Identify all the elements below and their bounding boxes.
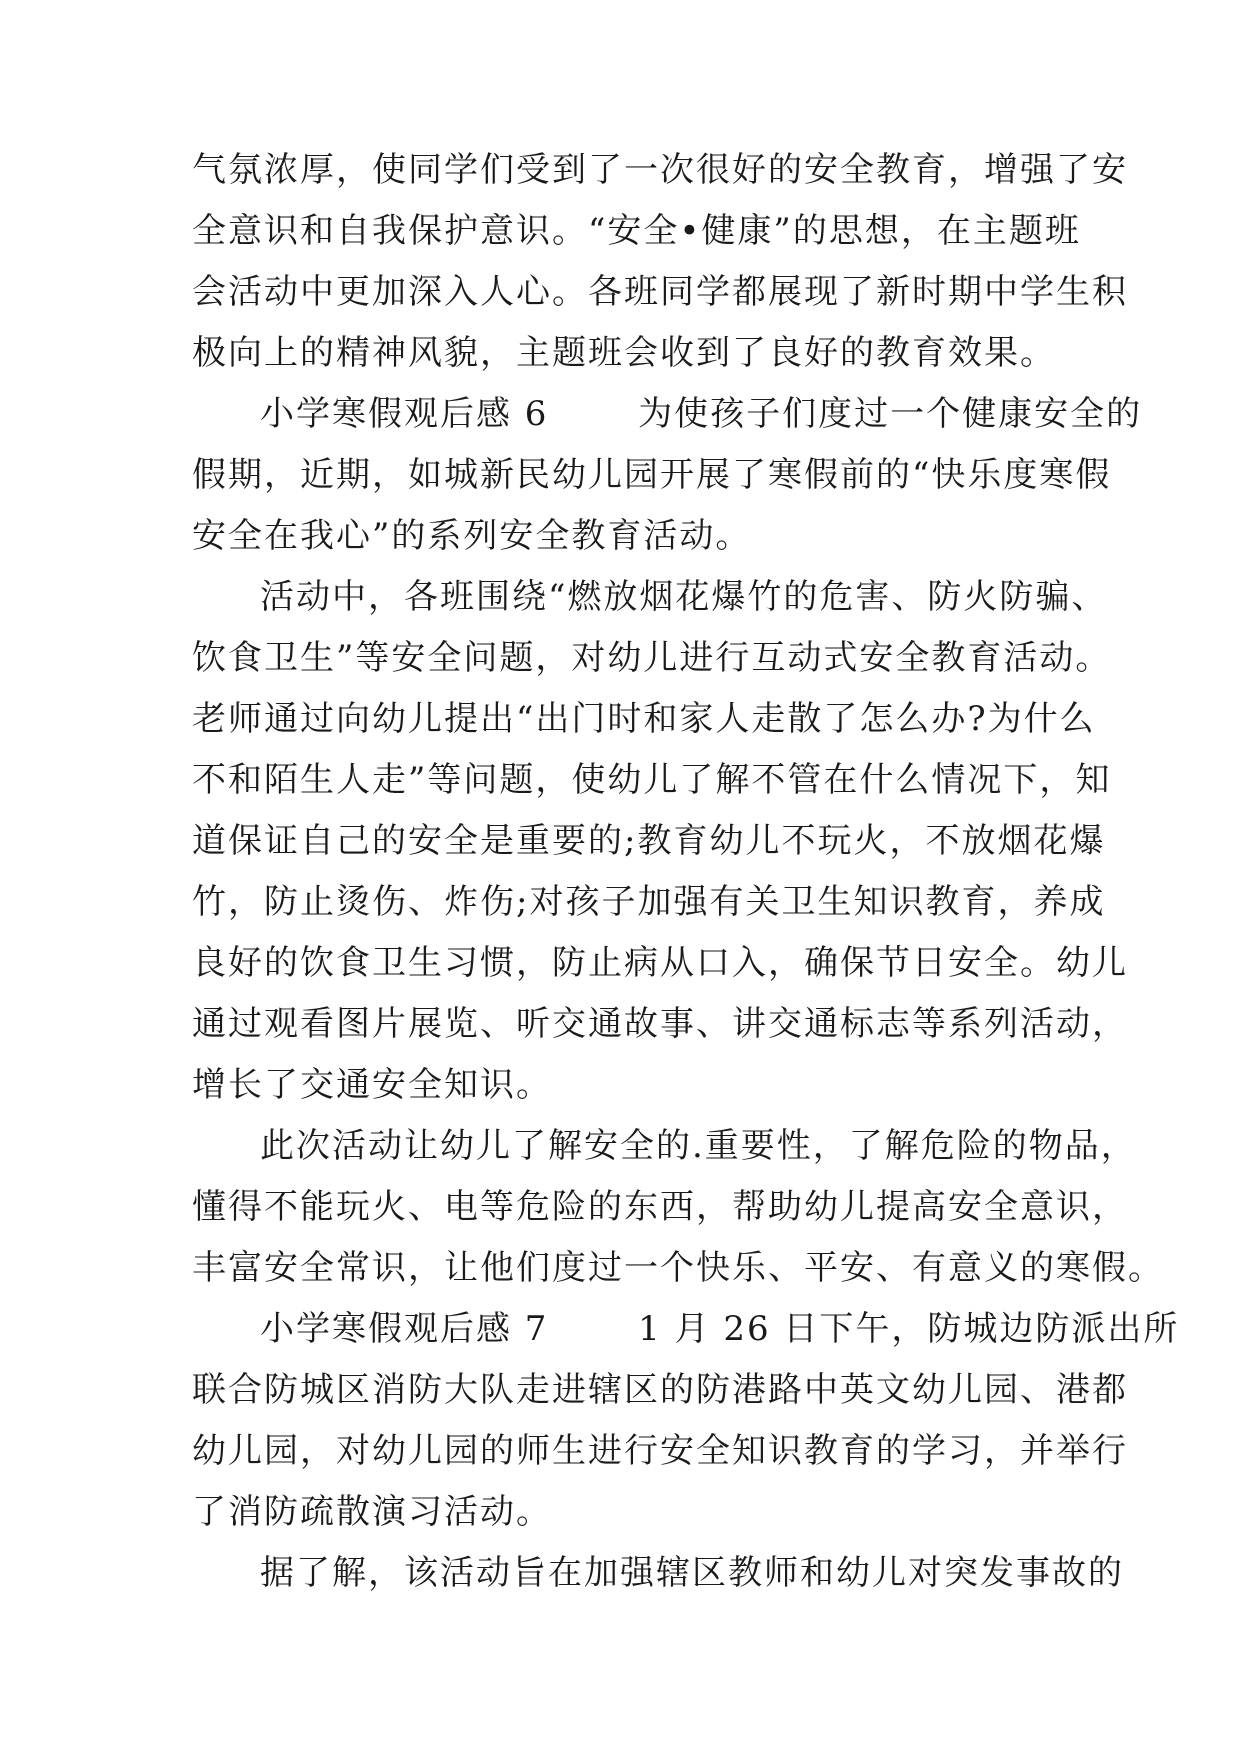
text-line: 幼儿园，对幼儿园的师生进行安全知识教育的学习，并举行 [192, 1431, 1128, 1471]
text-line: 懂得不能玩火、电等危险的东西，帮助幼儿提高安全意识， [192, 1187, 1128, 1227]
text-line: 良好的饮食卫生习惯，防止病从口入，确保节日安全。幼儿 [192, 943, 1128, 983]
section-heading-line: 小学寒假观后感 7 1 月 26 日下午，防城边防派出所 [260, 1309, 1180, 1349]
text-line: 不和陌生人走”等问题，使幼儿了解不管在什么情况下，知 [192, 760, 1112, 800]
text-line: 饮食卫生”等安全问题，对幼儿进行互动式安全教育活动。 [192, 638, 1112, 678]
text-line: 丰富安全常识，让他们度过一个快乐、平安、有意义的寒假。 [192, 1248, 1164, 1288]
text-line: 联合防城区消防大队走进辖区的防港路中英文幼儿园、港都 [192, 1370, 1128, 1410]
paragraph-start-line: 活动中，各班围绕“燃放烟花爆竹的危害、防火防骗、 [260, 577, 1108, 617]
document-body [192, 140, 1180, 1604]
text-line: 假期，近期，如城新民幼儿园开展了寒假前的“快乐度寒假 [192, 455, 1112, 495]
text-line: 会活动中更加深入人心。各班同学都展现了新时期中学生积 [192, 272, 1128, 312]
text-line: 道保证自己的安全是重要的;教育幼儿不玩火，不放烟花爆 [192, 821, 1106, 861]
text-line: 竹，防止烫伤、炸伤;对孩子加强有关卫生知识教育，养成 [192, 882, 1106, 922]
text-line: 全意识和自我保护意识。“安全•健康”的思想，在主题班 [192, 211, 1081, 251]
text-line: 极向上的精神风貌，主题班会收到了良好的教育效果。 [192, 333, 1056, 373]
text-line: 老师通过向幼儿提出“出门时和家人走散了怎么办?为什么 [192, 699, 1096, 739]
paragraph-start-line: 据了解，该活动旨在加强辖区教师和幼儿对突发事故的 [260, 1553, 1124, 1593]
section-heading-line: 小学寒假观后感 6 为使孩子们度过一个健康安全的 [260, 394, 1143, 434]
text-line: 安全在我心”的系列安全教育活动。 [192, 516, 752, 556]
text-line: 通过观看图片展览、听交通故事、讲交通标志等系列活动， [192, 1004, 1128, 1044]
text-line: 气氛浓厚，使同学们受到了一次很好的安全教育，增强了安 [192, 150, 1128, 190]
paragraph-start-line: 此次活动让幼儿了解安全的.重要性，了解危险的物品， [260, 1126, 1137, 1166]
text-line: 增长了交通安全知识。 [192, 1065, 552, 1105]
text-line: 了消防疏散演习活动。 [192, 1492, 552, 1532]
